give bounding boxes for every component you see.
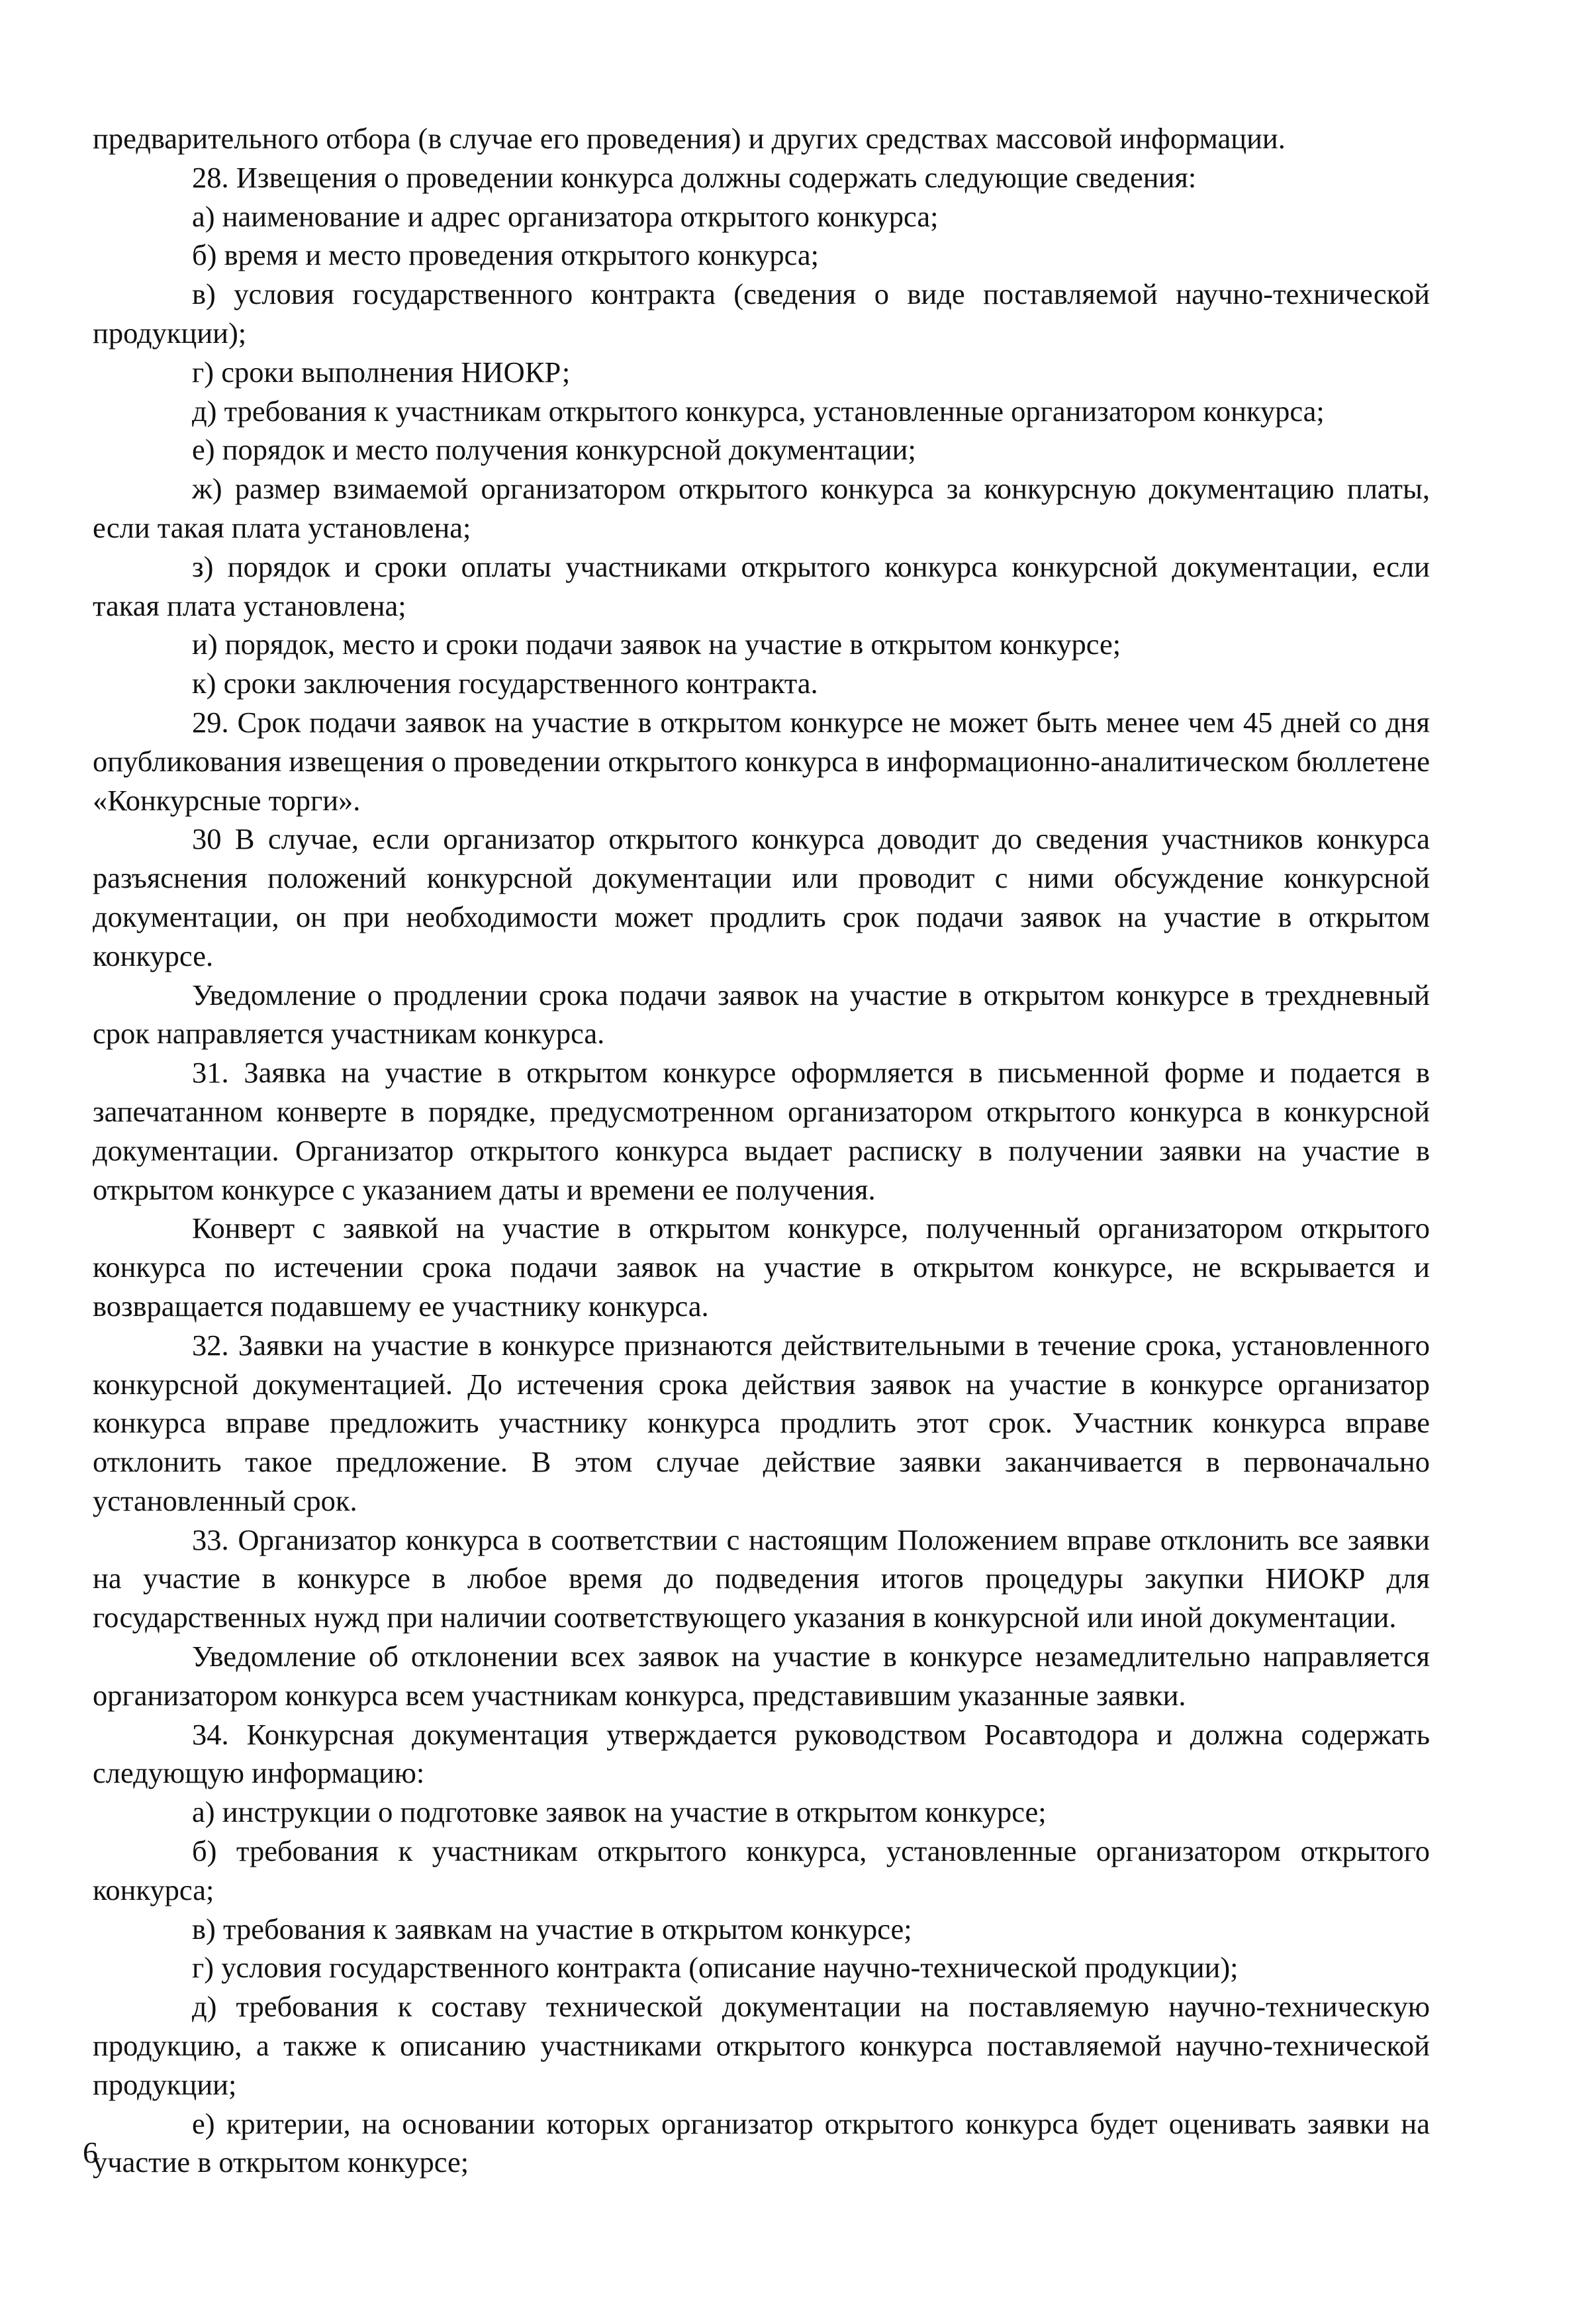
paragraph-item-34: 34. Конкурсная документация утверждается руководством Росавтодора и должна содержать следующую информацию: xyxy=(93,1717,1430,1790)
paragraph-item-34e: е) критерии, на основании которых организатор открытого конкурса будет оценивать заявки на участие в открытом конкурсе; xyxy=(93,2106,1430,2179)
paragraph-item-31-envelope: Конверт с заявкой на участие в открытом конкурсе, полученный организатором открытого конкурса по истечении срока подачи заявок на участие в открытом конкурсе, не вскрывается и возвращается подавшему ее участнику конкурса. xyxy=(93,1211,1430,1323)
paragraph-item-33-notice: Уведомление об отклонении всех заявок на участие в конкурсе незамедлительно направляется организатором конкурса всем участникам конкурса, представившим указанные заявки. xyxy=(93,1640,1430,1712)
paragraph-item-28k: к) сроки заключения государственного контракта. xyxy=(192,667,818,700)
paragraph-item-32: 32. Заявки на участие в конкурсе признаются действительными в течение срока, установленного конкурсной документацией. До истечения срока действия заявок на участие в конкурсе организатор конкурса вправе предложить участнику конкурса продлить этот срок. Участник конкурса вправе отклонить такое предложение. В этом случае действие заявки заканчивается в первоначально установленный срок. xyxy=(93,1328,1430,1517)
paragraph-item-28v: в) условия государственного контракта (сведения о виде поставляемой научно-технической продукции); xyxy=(93,277,1430,350)
paragraph-item-28d: д) требования к участникам открытого конкурса, установленные организатором конкурса; xyxy=(192,394,1325,428)
page-number: 6 xyxy=(83,2136,98,2169)
paragraph-item-34a: а) инструкции о подготовке заявок на участие в открытом конкурсе; xyxy=(192,1795,1047,1829)
paragraph-item-29: 29. Срок подачи заявок на участие в открытом конкурсе не может быть менее чем 45 дней со дня опубликования извещения о проведении открытого конкурса в информационно-аналитическом бюллетене «Конкурсные торги». xyxy=(93,705,1430,817)
paragraph-item-28i: и) порядок, место и сроки подачи заявок на участие в открытом конкурсе; xyxy=(192,628,1121,661)
paragraph-item-34v: в) требования к заявкам на участие в открытом конкурсе; xyxy=(192,1912,912,1946)
paragraph-item-34d: д) требования к составу технической документации на поставляемую научно-техническую продукцию, а также к описанию участниками открытого конкурса поставляемой научно-технической продукции; xyxy=(93,1990,1430,2101)
paragraph-item-28: 28. Извещения о проведении конкурса должны содержать следующие сведения: xyxy=(192,160,1197,194)
paragraph-item-28z: з) порядок и сроки оплаты участниками открытого конкурса конкурсной документации, если такая плата установлена; xyxy=(93,549,1430,622)
paragraph-item-31: 31. Заявка на участие в открытом конкурсе оформляется в письменной форме и подается в запечатанном конверте в порядке, предусмотренном организатором открытого конкурса в конкурсной документации. Организатор открытого конкурса выдает расписку в получении заявки на участие в открытом конкурсе с указанием даты и времени ее получения. xyxy=(93,1056,1430,1206)
paragraph-item-30-notice: Уведомление о продлении срока подачи заявок на участие в открытом конкурсе в трехдневный срок направляется участникам конкурса. xyxy=(93,978,1430,1051)
paragraph-item-28zh: ж) размер взимаемой организатором открытого конкурса за конкурсную документацию платы, если такая плата установлена; xyxy=(93,472,1430,544)
paragraph-item-28g: г) сроки выполнения НИОКР; xyxy=(192,355,571,389)
paragraph-item-34b: б) требования к участникам открытого конкурса, установленные организатором открытого конкурса; xyxy=(93,1834,1430,1906)
paragraph-item-34g: г) условия государственного контракта (описание научно-технической продукции); xyxy=(192,1951,1239,1985)
document-body xyxy=(93,119,1430,2182)
paragraph-item-28e: е) порядок и место получения конкурсной документации; xyxy=(192,433,916,467)
paragraph-item-30: 30 В случае, если организатор открытого конкурса доводит до сведения участников конкурса разъяснения положений конкурсной документации или проводит с ними обсуждение конкурсной документации, он при необходимости может продлить срок подачи заявок на участие в открытом конкурсе. xyxy=(93,822,1430,972)
paragraph-item-28a: а) наименование и адрес организатора открытого конкурса; xyxy=(192,199,939,233)
paragraph-item-28b: б) время и место проведения открытого конкурса; xyxy=(192,238,819,272)
paragraph-continuation: предварительного отбора (в случае его проведения) и других средствах массовой информации. xyxy=(93,122,1286,155)
paragraph-item-33: 33. Организатор конкурса в соответствии с настоящим Положением вправе отклонить все заявки на участие в конкурсе в любое время до подведения итогов процедуры закупки НИОКР для государственных нужд при наличии соответствующего указания в конкурсной или иной документации. xyxy=(93,1523,1430,1634)
